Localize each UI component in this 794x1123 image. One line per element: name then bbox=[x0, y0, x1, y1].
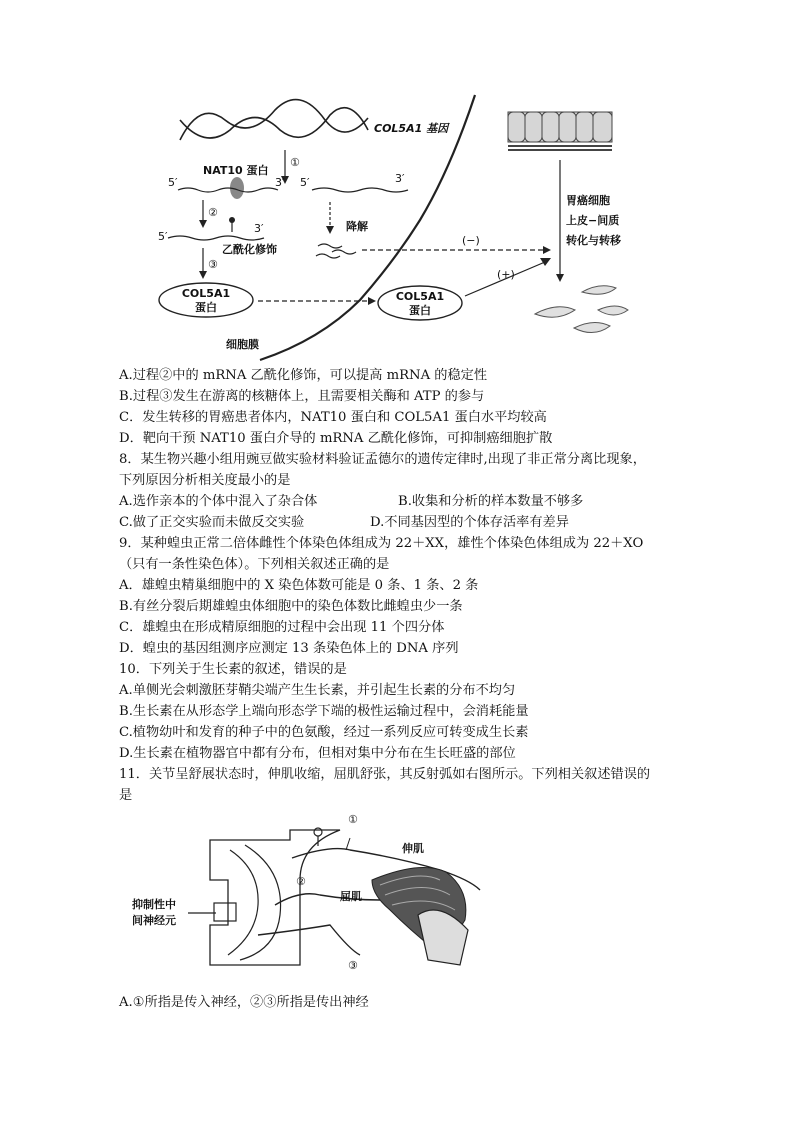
degrade-label: 降解 bbox=[346, 220, 368, 233]
svg-text:3′: 3′ bbox=[395, 172, 405, 185]
q9-option-c: C．雄蝗虫在形成精原细胞的过程中会出现 11 个四分体 bbox=[119, 620, 445, 635]
svg-text:COL5A1: COL5A1 bbox=[395, 290, 445, 303]
flexor-label: 屈肌 bbox=[340, 890, 362, 903]
mrna-right bbox=[312, 188, 408, 192]
figure-col5a1-pathway bbox=[0, 88, 794, 368]
nat10-label: NAT10 蛋白 bbox=[203, 164, 269, 177]
q10-option-d: D.生长素在植物器官中都有分布，但相对集中分布在生长旺盛的部位 bbox=[119, 746, 516, 761]
svg-text:间神经元: 间神经元 bbox=[132, 914, 176, 927]
q7-option-d: D．靶向干预 NAT10 蛋白介导的 mRNA 乙酰化修饰，可抑制癌细胞扩散 bbox=[119, 431, 553, 446]
svg-text:转化与转移: 转化与转移 bbox=[566, 234, 621, 247]
q8-option-d: D.不同基因型的个体存活率有差异 bbox=[370, 515, 569, 530]
q7-option-b: B.过程③发生在游离的核糖体上，且需要相关酶和 ATP 的参与 bbox=[119, 389, 485, 404]
nerve-2 bbox=[275, 894, 380, 905]
svg-text:5′: 5′ bbox=[300, 176, 310, 189]
q9-option-b: B.有丝分裂后期雄蝗虫体细胞中的染色体数比雌蝗虫少一条 bbox=[119, 599, 463, 614]
acetylated-mrna bbox=[168, 236, 264, 240]
dna-strand-1 bbox=[180, 100, 368, 140]
leg-muscle bbox=[372, 868, 468, 966]
q9-option-a: A．雄蝗虫精巢细胞中的 X 染色体数可能是 0 条、1 条、2 条 bbox=[119, 578, 479, 593]
step1-label: ① bbox=[290, 156, 300, 169]
gene-label: COL5A1 基因 bbox=[374, 122, 449, 135]
extensor-label: 伸肌 bbox=[402, 842, 424, 855]
q9-stem-1: 9．某种蝗虫正常二倍体雌性个体染色体组成为 22＋XX，雄性个体染色体组成为 22＋XO bbox=[119, 536, 644, 551]
q8-stem-2: 下列原因分析相关度最小的是 bbox=[119, 473, 291, 488]
q11-option-a: A.①所指是传入神经，②③所指是传出神经 bbox=[119, 995, 369, 1010]
q11-stem-1: 11．关节呈舒展状态时，伸肌收缩，屈肌舒张，其反射弧如右图所示。下列相关叙述错误的 bbox=[119, 767, 651, 782]
mesenchymal-cells bbox=[535, 286, 628, 333]
q9-stem-2: （只有一条性染色体）。下列相关叙述正确的是 bbox=[119, 557, 390, 572]
svg-text:3′: 3′ bbox=[275, 176, 285, 189]
svg-text:5′: 5′ bbox=[158, 230, 168, 243]
minus-label: (−) bbox=[462, 234, 480, 247]
q8-option-c: C.做了正交实验而未做反交实验 bbox=[119, 515, 305, 530]
svg-text:蛋白: 蛋白 bbox=[409, 304, 431, 317]
nerve-3 bbox=[258, 925, 360, 955]
q8-option-b: B.收集和分析的样本数量不够多 bbox=[398, 494, 584, 509]
q10-stem: 10．下列关于生长素的叙述，错误的是 bbox=[119, 662, 347, 677]
svg-text:①: ① bbox=[348, 813, 358, 826]
q11-stem-2: 是 bbox=[119, 788, 133, 803]
epithelial-cells bbox=[508, 112, 612, 150]
mrna-left bbox=[178, 188, 278, 192]
plus-label: (+) bbox=[497, 268, 515, 281]
svg-text:②: ② bbox=[296, 875, 306, 888]
q10-option-b: B.生长素在从形态学上端向形态学下端的极性运输过程中，会消耗能量 bbox=[119, 704, 529, 719]
svg-text:COL5A1: COL5A1 bbox=[181, 287, 231, 300]
svg-text:胃癌细胞: 胃癌细胞 bbox=[566, 194, 610, 207]
interneuron-shape bbox=[214, 903, 236, 921]
svg-text:抑制性中: 抑制性中 bbox=[132, 898, 176, 911]
figure-reflex-arc bbox=[0, 800, 794, 990]
q7-option-c: C．发生转移的胃癌患者体内，NAT10 蛋白和 COL5A1 蛋白水平均较高 bbox=[119, 410, 547, 425]
q8-stem-1: 8．某生物兴趣小组用豌豆做实验材料验证孟德尔的遗传定律时,出现了非正常分离比现象， bbox=[119, 452, 646, 467]
step2-label: ② bbox=[208, 206, 218, 219]
q10-option-a: A.单侧光会刺激胚芽鞘尖端产生生长素，并引起生长素的分布不均匀 bbox=[119, 683, 516, 698]
acetyl-label: 乙酰化修饰 bbox=[222, 243, 277, 256]
step3-label: ③ bbox=[208, 258, 218, 271]
q7-option-a: A.过程②中的 mRNA 乙酰化修饰，可以提高 mRNA 的稳定性 bbox=[119, 368, 488, 383]
q10-option-c: C.植物幼叶和发育的种子中的色氨酸，经过一系列反应可转变成生长素 bbox=[119, 725, 529, 740]
q9-option-d: D．蝗虫的基因组测序应测定 13 条染色体上的 DNA 序列 bbox=[119, 641, 459, 656]
membrane-label: 细胞膜 bbox=[226, 338, 259, 351]
svg-text:上皮−间质: 上皮−间质 bbox=[566, 214, 620, 227]
mrna-left-5prime: 5′ bbox=[168, 176, 178, 189]
svg-text:③: ③ bbox=[348, 959, 358, 972]
svg-text:蛋白: 蛋白 bbox=[195, 301, 217, 314]
q8-option-a: A.选作亲本的个体中混入了杂合体 bbox=[119, 494, 318, 509]
svg-text:3′: 3′ bbox=[254, 222, 264, 235]
